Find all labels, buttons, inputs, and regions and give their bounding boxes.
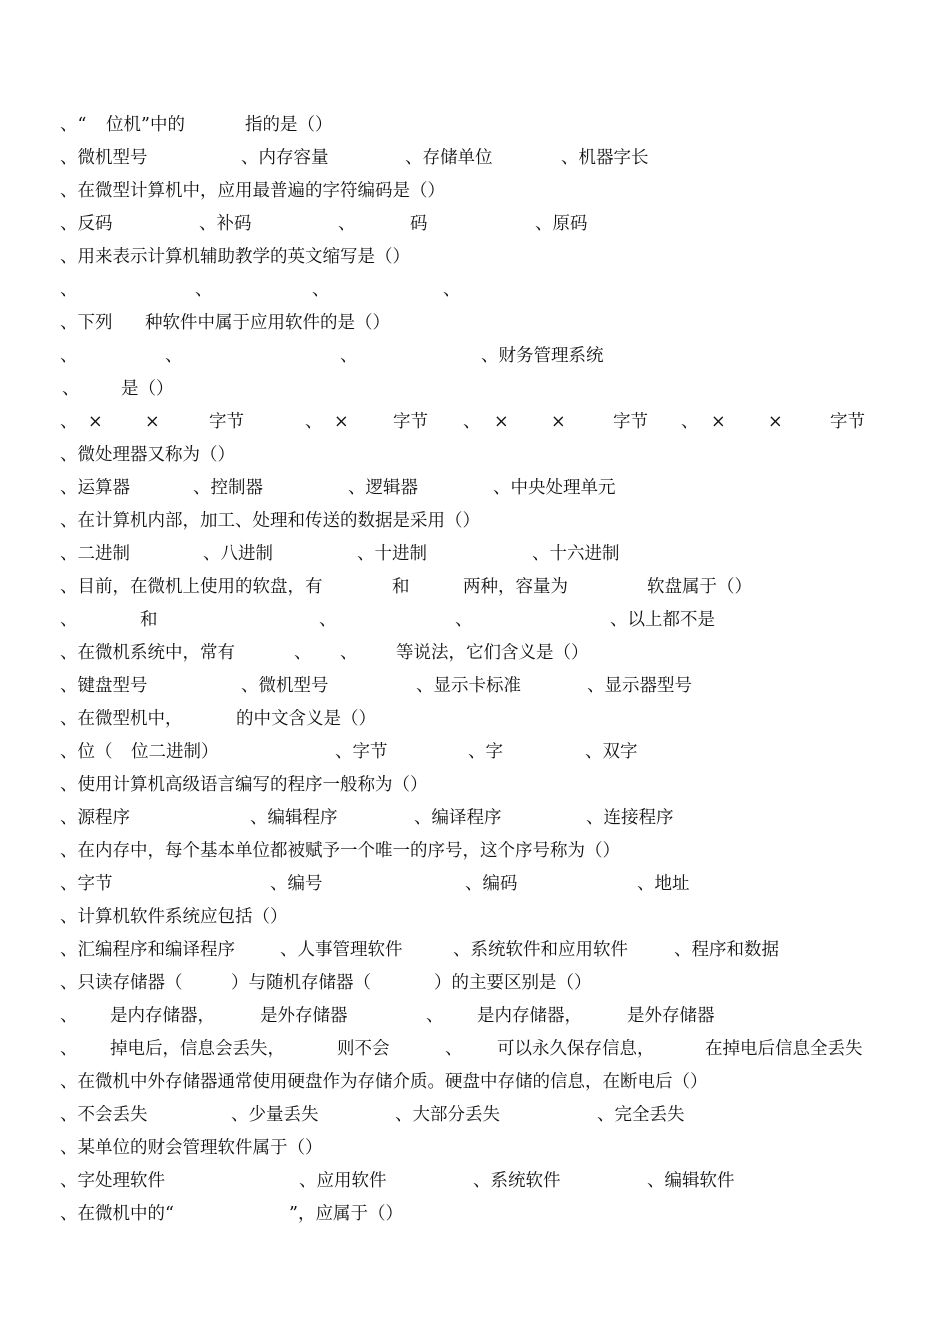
option-text: 、 bbox=[195, 280, 213, 300]
question-text: ）的主要区别是（） bbox=[434, 973, 592, 993]
option-text: 是外存储器 bbox=[260, 1006, 348, 1026]
option-text: 、补码 bbox=[199, 214, 252, 234]
options-line-8 bbox=[0, 606, 950, 634]
question-text: 、在微机系统中，常有 bbox=[60, 643, 235, 663]
question-text: 、微处理器又称为（） bbox=[60, 445, 235, 465]
option-text: 、存储单位 bbox=[405, 148, 493, 168]
option-text: 、 bbox=[60, 346, 78, 366]
option-text: 、二进制 bbox=[60, 544, 130, 564]
option-text: 、不会丢失 bbox=[60, 1105, 148, 1125]
question-text: 、 bbox=[294, 643, 312, 663]
option-text: 、字处理软件 bbox=[60, 1171, 165, 1191]
question-line-6 bbox=[0, 441, 950, 469]
option-text: 位二进制） bbox=[131, 742, 219, 762]
option-text: 、字节 bbox=[60, 874, 113, 894]
option-text: 和 bbox=[140, 610, 158, 630]
option-text: 、 bbox=[338, 214, 356, 234]
option-text: 、编辑程序 bbox=[250, 808, 338, 828]
option-text: 、 bbox=[463, 412, 481, 432]
option-text: 、人事管理软件 bbox=[280, 940, 403, 960]
question-text: 、 bbox=[340, 643, 358, 663]
option-text: × bbox=[334, 412, 349, 432]
question-text: 和 bbox=[392, 577, 410, 597]
option-text: 、字 bbox=[468, 742, 503, 762]
option-text: 、以上都不是 bbox=[610, 610, 715, 630]
option-text: 、 bbox=[319, 610, 337, 630]
option-text: 、源程序 bbox=[60, 808, 130, 828]
option-text: 、微机型号 bbox=[241, 676, 329, 696]
question-line-12 bbox=[0, 837, 950, 865]
option-text: 、系统软件 bbox=[473, 1171, 561, 1191]
option-text: 、 bbox=[60, 610, 78, 630]
option-text: 、地址 bbox=[637, 874, 690, 894]
option-text: 、财务管理系统 bbox=[481, 346, 604, 366]
question-line-4 bbox=[0, 309, 950, 337]
option-text: 、程序和数据 bbox=[674, 940, 779, 960]
options-line-5 bbox=[0, 408, 950, 436]
option-text: 、 bbox=[305, 412, 323, 432]
option-text: 、编辑软件 bbox=[647, 1171, 735, 1191]
option-text: 、机器字长 bbox=[561, 148, 649, 168]
question-text: 、 bbox=[62, 379, 80, 399]
question-text: 指的是（） bbox=[245, 115, 333, 135]
question-text: 软盘属于（） bbox=[647, 577, 752, 597]
question-line-16 bbox=[0, 1134, 950, 1162]
option-text: × bbox=[494, 412, 509, 432]
option-text: 、内存容量 bbox=[241, 148, 329, 168]
option-text: 、十六进制 bbox=[532, 544, 620, 564]
option-text: 码 bbox=[410, 214, 428, 234]
question-text: 、在微机中的“ bbox=[60, 1204, 174, 1224]
question-text: 等说法，它们含义是（） bbox=[396, 643, 589, 663]
option-text: 、运算器 bbox=[60, 478, 130, 498]
option-text: × bbox=[711, 412, 726, 432]
question-line-5 bbox=[0, 375, 950, 403]
question-text: 、下列 bbox=[60, 313, 113, 333]
options-line-12 bbox=[0, 870, 950, 898]
option-text: 、 bbox=[165, 346, 183, 366]
option-text: 、控制器 bbox=[193, 478, 263, 498]
option-text: 掉电后，信息会丢失， bbox=[110, 1039, 285, 1059]
options-line-4 bbox=[0, 342, 950, 370]
options-line-2 bbox=[0, 210, 950, 238]
option-text: 、原码 bbox=[535, 214, 588, 234]
option-text: 、字节 bbox=[335, 742, 388, 762]
option-text: 、 bbox=[681, 412, 699, 432]
option-text: × bbox=[768, 412, 783, 432]
options-line-1 bbox=[0, 144, 950, 172]
option-text: 、 bbox=[60, 1039, 78, 1059]
option-text: × bbox=[88, 412, 103, 432]
option-text: 、 bbox=[340, 346, 358, 366]
option-text: 、逻辑器 bbox=[348, 478, 418, 498]
option-text: 可以永久保存信息， bbox=[497, 1039, 655, 1059]
question-text: ”，应属于（） bbox=[289, 1204, 403, 1224]
option-text: 、 bbox=[312, 280, 330, 300]
option-text: 、微机型号 bbox=[60, 148, 148, 168]
option-text: 、双字 bbox=[585, 742, 638, 762]
question-line-8 bbox=[0, 573, 950, 601]
option-text: 、编译程序 bbox=[414, 808, 502, 828]
option-text: 、显示器型号 bbox=[587, 676, 692, 696]
question-text: 位机”中的 bbox=[106, 115, 185, 135]
question-text: ）与随机存储器（ bbox=[231, 973, 371, 993]
option-text: 是内存储器， bbox=[110, 1006, 215, 1026]
option-text: 、完全丢失 bbox=[597, 1105, 685, 1125]
option-text: 、编号 bbox=[270, 874, 323, 894]
question-text: 、用来表示计算机辅助教学的英文缩写是（） bbox=[60, 247, 410, 267]
option-text: 字节 bbox=[830, 412, 865, 432]
option-text: 、 bbox=[445, 1039, 463, 1059]
question-text: 、使用计算机高级语言编写的程序一般称为（） bbox=[60, 775, 428, 795]
option-text: × bbox=[145, 412, 160, 432]
options-line-9 bbox=[0, 672, 950, 700]
options-line-13 bbox=[0, 936, 950, 964]
question-text: 、在微型计算机中，应用最普遍的字符编码是（） bbox=[60, 181, 445, 201]
question-line-10 bbox=[0, 705, 950, 733]
question-text: 、“ bbox=[60, 115, 87, 135]
options-line-16 bbox=[0, 1101, 950, 1129]
option-text: 、位（ bbox=[60, 742, 113, 762]
question-line-2 bbox=[0, 177, 950, 205]
options-line-14 bbox=[0, 1002, 950, 1030]
options-line-10 bbox=[0, 738, 950, 766]
option-text: 、大部分丢失 bbox=[395, 1105, 500, 1125]
options-line-15 bbox=[0, 1035, 950, 1063]
question-text: 、在微机中外存储器通常使用硬盘作为存储介质。硬盘中存储的信息，在断电后（） bbox=[60, 1072, 708, 1092]
question-text: 的中文含义是（） bbox=[236, 709, 376, 729]
question-text: 种软件中属于应用软件的是（） bbox=[145, 313, 390, 333]
option-text: 是外存储器 bbox=[627, 1006, 715, 1026]
question-line-13 bbox=[0, 903, 950, 931]
option-text: 则不会 bbox=[337, 1039, 390, 1059]
option-text: 、系统软件和应用软件 bbox=[453, 940, 628, 960]
question-line-17 bbox=[0, 1200, 950, 1228]
question-text: 、在微型机中， bbox=[60, 709, 183, 729]
option-text: 、 bbox=[60, 412, 78, 432]
question-text: 、在计算机内部，加工、处理和传送的数据是采用（） bbox=[60, 511, 480, 531]
option-text: 、 bbox=[60, 280, 78, 300]
question-line-7 bbox=[0, 507, 950, 535]
question-line-1 bbox=[0, 111, 950, 139]
option-text: 、中央处理单元 bbox=[493, 478, 616, 498]
option-text: 、八进制 bbox=[203, 544, 273, 564]
options-line-7 bbox=[0, 540, 950, 568]
option-text: 、显示卡标准 bbox=[416, 676, 521, 696]
option-text: 、 bbox=[455, 610, 473, 630]
option-text: 字节 bbox=[209, 412, 244, 432]
question-text: 、只读存储器（ bbox=[60, 973, 183, 993]
question-text: 、目前，在微机上使用的软盘，有 bbox=[60, 577, 323, 597]
question-text: 两种，容量为 bbox=[463, 577, 568, 597]
options-line-17 bbox=[0, 1167, 950, 1195]
option-text: 、 bbox=[443, 280, 461, 300]
option-text: 、键盘型号 bbox=[60, 676, 148, 696]
option-text: 、 bbox=[426, 1006, 444, 1026]
option-text: 、汇编程序和编译程序 bbox=[60, 940, 235, 960]
question-text: 、某单位的财会管理软件属于（） bbox=[60, 1138, 323, 1158]
option-text: 字节 bbox=[393, 412, 428, 432]
option-text: 、编码 bbox=[465, 874, 518, 894]
option-text: 字节 bbox=[613, 412, 648, 432]
question-line-9 bbox=[0, 639, 950, 667]
question-line-11 bbox=[0, 771, 950, 799]
question-line-3 bbox=[0, 243, 950, 271]
option-text: 、 bbox=[60, 1006, 78, 1026]
option-text: 、少量丢失 bbox=[231, 1105, 319, 1125]
option-text: 、十进制 bbox=[357, 544, 427, 564]
option-text: 是内存储器， bbox=[477, 1006, 582, 1026]
option-text: × bbox=[551, 412, 566, 432]
options-line-6 bbox=[0, 474, 950, 502]
question-line-15 bbox=[0, 1068, 950, 1096]
option-text: 、应用软件 bbox=[299, 1171, 387, 1191]
question-line-14 bbox=[0, 969, 950, 997]
question-text: 、计算机软件系统应包括（） bbox=[60, 907, 288, 927]
question-text: 是（） bbox=[121, 379, 174, 399]
options-line-11 bbox=[0, 804, 950, 832]
option-text: 、连接程序 bbox=[586, 808, 674, 828]
option-text: 、反码 bbox=[60, 214, 113, 234]
option-text: 在掉电后信息全丢失 bbox=[705, 1039, 863, 1059]
question-text: 、在内存中，每个基本单位都被赋予一个唯一的序号，这个序号称为（） bbox=[60, 841, 620, 861]
options-line-3 bbox=[0, 276, 950, 304]
